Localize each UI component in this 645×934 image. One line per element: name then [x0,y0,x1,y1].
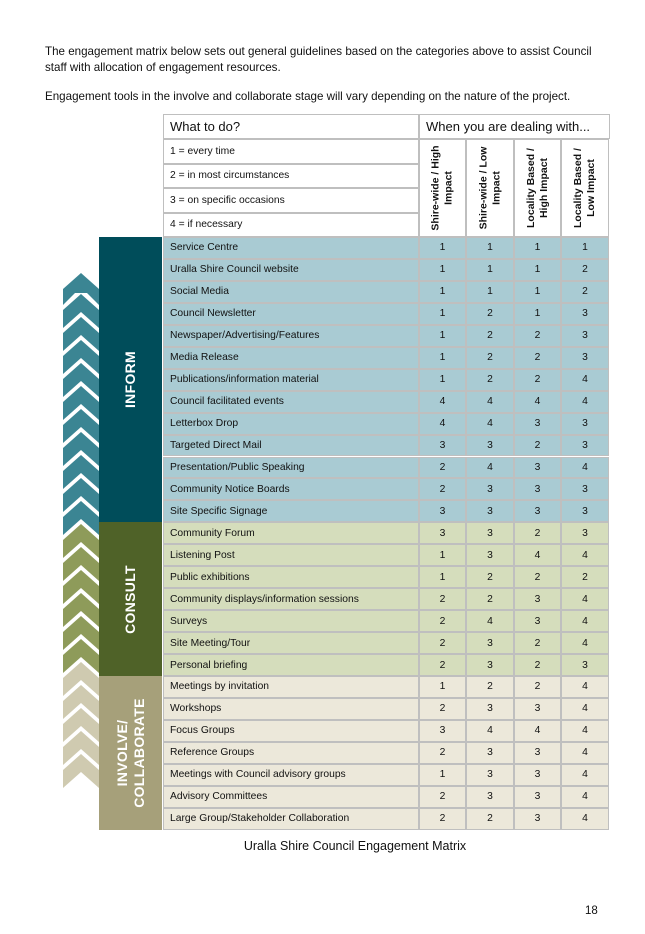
rating-cell: 2 [419,808,466,830]
rating-cell: 3 [466,742,514,764]
rating-cell: 3 [514,588,561,610]
rating-cell: 3 [514,698,561,720]
rating-cell: 1 [419,259,466,281]
rating-cell: 3 [514,478,561,500]
rating-cell: 4 [419,391,466,413]
stage-band [99,522,162,676]
rating-cell: 1 [419,544,466,566]
rating-cell: 1 [514,237,561,259]
rating-cell: 4 [561,457,609,479]
rating-cell: 4 [561,676,609,698]
rating-cell: 1 [419,566,466,588]
rating-cell: 3 [466,478,514,500]
rating-cell: 3 [466,698,514,720]
rating-cell: 4 [561,544,609,566]
row-label: Listening Post [163,544,419,566]
row-label: Media Release [163,347,419,369]
rating-cell: 3 [419,500,466,522]
stage-label: COLLABORATE [130,698,147,808]
rating-cell: 1 [466,259,514,281]
row-label: Surveys [163,610,419,632]
column-header-line: Impact [442,171,455,205]
rating-cell: 2 [466,808,514,830]
row-label: Site Specific Signage [163,500,419,522]
legend-item: 1 = every time [163,139,419,164]
rating-cell: 2 [514,676,561,698]
rating-cell: 4 [514,544,561,566]
rating-cell: 3 [466,786,514,808]
row-label: Large Group/Stakeholder Collaboration [163,808,419,830]
rating-cell: 2 [419,478,466,500]
column-header [561,139,609,237]
rating-cell: 4 [561,808,609,830]
rating-cell: 2 [514,369,561,391]
arrow-graphic [61,271,101,791]
row-label: Community displays/information sessions [163,588,419,610]
rating-cell: 3 [561,435,609,457]
rating-cell: 3 [514,786,561,808]
rating-cell: 4 [466,457,514,479]
column-header-line: Shire-wide / High [429,145,442,231]
column-header [514,139,561,237]
rating-cell: 1 [419,237,466,259]
column-header [419,139,466,237]
row-label: Focus Groups [163,720,419,742]
rating-cell: 4 [466,610,514,632]
rating-cell: 1 [514,281,561,303]
row-label: Publications/information material [163,369,419,391]
stage-band [99,676,162,830]
rating-cell: 3 [419,720,466,742]
rating-cell: 3 [561,413,609,435]
rating-cell: 2 [514,325,561,347]
rating-cell: 2 [419,786,466,808]
rating-cell: 3 [561,500,609,522]
rating-cell: 1 [419,676,466,698]
rating-cell: 4 [561,764,609,786]
rating-cell: 4 [561,698,609,720]
what-to-do-header: What to do? [163,114,419,139]
rating-cell: 1 [561,237,609,259]
column-header [466,139,514,237]
rating-cell: 3 [466,632,514,654]
legend-item: 2 = in most circumstances [163,164,419,189]
legend-item: 4 = if necessary [163,213,419,238]
rating-cell: 2 [419,654,466,676]
row-label: Public exhibitions [163,566,419,588]
rating-cell: 4 [419,413,466,435]
rating-cell: 4 [466,413,514,435]
rating-cell: 2 [466,347,514,369]
rating-cell: 2 [419,742,466,764]
rating-cell: 2 [561,259,609,281]
rating-cell: 3 [561,347,609,369]
stage-band [99,237,162,522]
row-label: Site Meeting/Tour [163,632,419,654]
rating-cell: 3 [466,544,514,566]
rating-cell: 3 [466,654,514,676]
rating-cell: 3 [514,457,561,479]
rating-cell: 2 [466,676,514,698]
intro-paragraph: The engagement matrix below sets out general guidelines based on the categories above to assist Council staff with allocation of engagement resources. [45,45,592,74]
stage-label: INFORM [121,351,138,409]
rating-cell: 2 [466,369,514,391]
rating-cell: 2 [561,566,609,588]
rating-cell: 2 [514,435,561,457]
rating-cell: 1 [466,237,514,259]
row-label: Personal briefing [163,654,419,676]
column-header-line: Locality Based / [572,148,585,228]
rating-cell: 2 [466,588,514,610]
row-label: Council facilitated events [163,391,419,413]
rating-cell: 3 [419,435,466,457]
rating-cell: 3 [514,742,561,764]
row-label: Reference Groups [163,742,419,764]
rating-cell: 4 [466,720,514,742]
rating-cell: 2 [466,303,514,325]
column-header-line: Locality Based / [524,148,537,228]
row-label: Targeted Direct Mail [163,435,419,457]
table-caption: Uralla Shire Council Engagement Matrix [243,839,467,853]
row-label: Workshops [163,698,419,720]
rating-cell: 4 [561,391,609,413]
rating-cell: 1 [514,259,561,281]
row-label: Community Forum [163,522,419,544]
rating-cell: 2 [561,281,609,303]
rating-cell: 3 [561,478,609,500]
rating-cell: 3 [561,325,609,347]
rating-cell: 4 [561,786,609,808]
rating-cell: 3 [514,500,561,522]
rating-cell: 1 [419,347,466,369]
rating-cell: 2 [466,325,514,347]
rating-cell: 1 [466,281,514,303]
row-label: Council Newsletter [163,303,419,325]
rating-cell: 1 [419,325,466,347]
rating-cell: 4 [514,720,561,742]
rating-cell: 3 [419,522,466,544]
rating-cell: 2 [419,698,466,720]
rating-cell: 2 [514,632,561,654]
rating-cell: 3 [466,522,514,544]
rating-cell: 3 [514,808,561,830]
rating-cell: 1 [419,369,466,391]
intro-paragraph-2: Engagement tools in the involve and collaborate stage will vary depending on the nature of the project. [45,90,571,103]
rating-cell: 3 [561,522,609,544]
rating-cell: 4 [561,610,609,632]
row-label: Letterbox Drop [163,413,419,435]
rating-cell: 4 [514,391,561,413]
row-label: Uralla Shire Council website [163,259,419,281]
rating-cell: 2 [514,347,561,369]
row-label: Service Centre [163,237,419,259]
rating-cell: 3 [514,413,561,435]
row-label: Meetings by invitation [163,676,419,698]
rating-cell: 4 [561,588,609,610]
column-header-line: High Impact [537,157,550,219]
column-header-line: Impact [490,171,502,205]
rating-cell: 2 [419,588,466,610]
row-label: Presentation/Public Speaking [163,457,419,479]
row-label: Meetings with Council advisory groups [163,764,419,786]
rating-cell: 2 [419,610,466,632]
rating-cell: 1 [514,303,561,325]
rating-cell: 2 [419,632,466,654]
rating-cell: 4 [561,369,609,391]
rating-cell: 1 [419,303,466,325]
rating-cell: 3 [466,500,514,522]
row-label: Community Notice Boards [163,478,419,500]
rating-cell: 2 [466,566,514,588]
rating-cell: 1 [419,764,466,786]
rating-cell: 3 [561,654,609,676]
rating-cell: 4 [561,632,609,654]
rating-cell: 4 [466,391,514,413]
rating-cell: 2 [514,654,561,676]
row-label: Social Media [163,281,419,303]
rating-cell: 4 [561,720,609,742]
rating-cell: 2 [514,566,561,588]
dealing-with-header: When you are dealing with... [419,114,610,139]
page-number: 18 [585,905,598,917]
rating-cell: 2 [514,522,561,544]
stage-label: INVOLVE/ [113,719,130,787]
rating-cell: 3 [466,435,514,457]
rating-cell: 3 [514,610,561,632]
column-header-line: Low Impact [585,159,598,217]
row-label: Advisory Committees [163,786,419,808]
legend-item: 3 = on specific occasions [163,188,419,213]
rating-cell: 1 [419,281,466,303]
rating-cell: 4 [561,742,609,764]
row-label: Newspaper/Advertising/Features [163,325,419,347]
stage-label: CONSULT [122,564,139,634]
rating-cell: 2 [419,457,466,479]
rating-cell: 3 [466,764,514,786]
column-header-line: Shire-wide / Low [477,146,489,230]
rating-cell: 3 [561,303,609,325]
rating-cell: 3 [514,764,561,786]
